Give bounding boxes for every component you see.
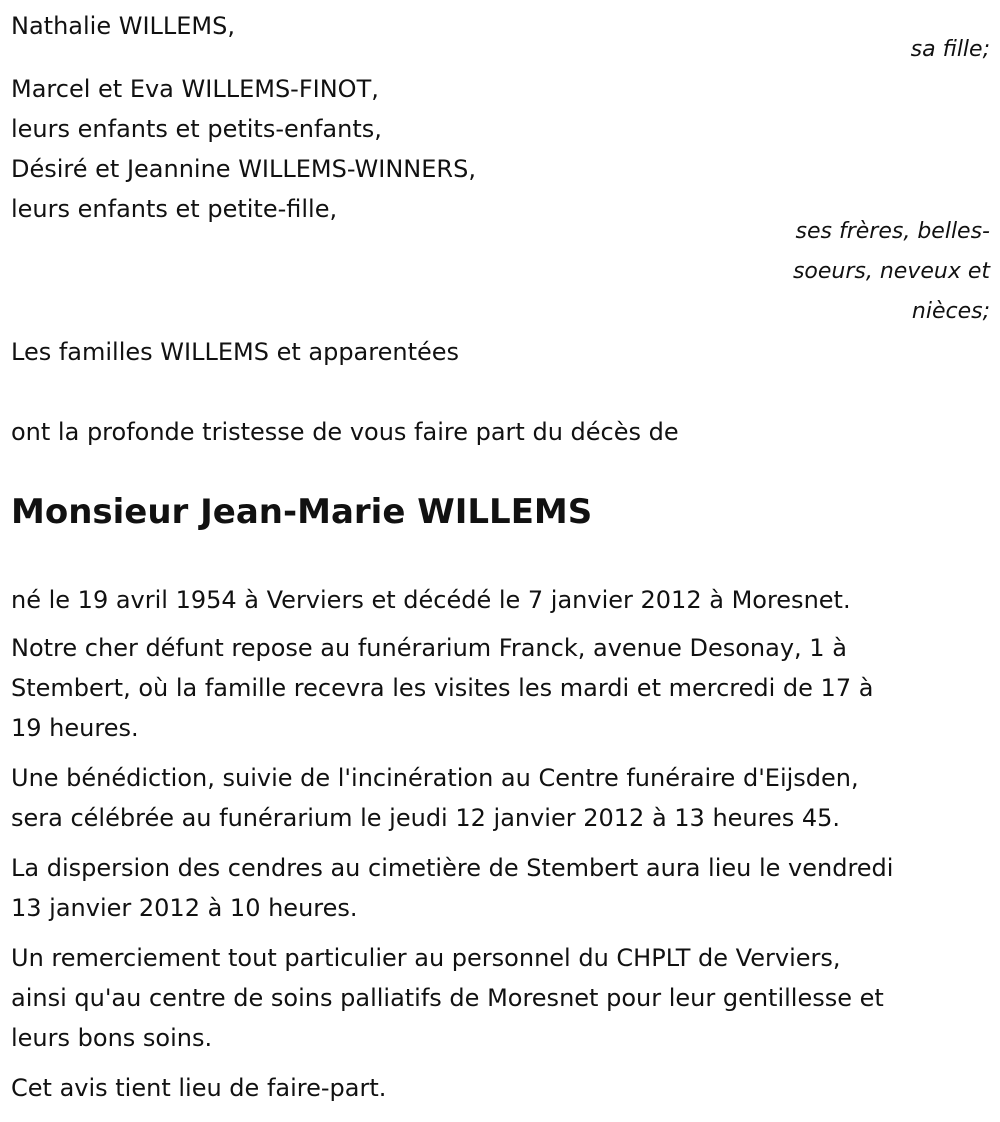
paragraph-3-line-1: La dispersion des cendres au cimetière de Stembert aura lieu le vendredi (11, 854, 894, 882)
sibling-line-1: Marcel et Eva WILLEMS-FINOT, (11, 75, 379, 103)
sibling-line-3: Désiré et Jeannine WILLEMS-WINNERS, (11, 155, 476, 183)
sibling-line-4: leurs enfants et petite-fille, (11, 195, 338, 223)
paragraph-2-line-1: Une bénédiction, suivie de l'incinération au Centre funéraire d'Eijsden, (11, 764, 859, 792)
paragraph-3-line-2: 13 janvier 2012 à 10 heures. (11, 894, 358, 922)
siblings-role-line-1: ses frères, belles- (795, 219, 990, 244)
birth-death-line: né le 19 avril 1954 à Verviers et décédé le 7 janvier 2012 à Moresnet. (11, 586, 851, 614)
siblings-role-line-3: nièces; (911, 299, 990, 324)
siblings-role-line-2: soeurs, neveux et (792, 259, 990, 284)
sibling-line-2: leurs enfants et petits-enfants, (11, 115, 382, 143)
paragraph-1-line-3: 19 heures. (11, 714, 139, 742)
paragraph-4-line-2: ainsi qu'au centre de soins palliatifs de Moresnet pour leur gentillesse et (11, 984, 884, 1012)
paragraph-4-line-3: leurs bons soins. (11, 1024, 213, 1052)
families-line: Les familles WILLEMS et apparentées (11, 338, 460, 366)
daughter-role: sa fille; (910, 37, 990, 62)
paragraph-1-line-2: Stembert, où la famille recevra les visites les mardi et mercredi de 17 à (11, 674, 874, 702)
paragraph-1-line-1: Notre cher défunt repose au funérarium Franck, avenue Desonay, 1 à (11, 634, 847, 662)
paragraph-4-line-1: Un remerciement tout particulier au personnel du CHPLT de Verviers, (11, 944, 841, 972)
deceased-name: Monsieur Jean-Marie WILLEMS (11, 492, 593, 532)
intro-line: ont la profonde tristesse de vous faire part du décès de (11, 418, 679, 446)
paragraph-2-line-2: sera célébrée au funérarium le jeudi 12 janvier 2012 à 13 heures 45. (11, 804, 841, 832)
daughter-name: Nathalie WILLEMS, (11, 12, 236, 40)
closing-line: Cet avis tient lieu de faire-part. (11, 1074, 387, 1102)
